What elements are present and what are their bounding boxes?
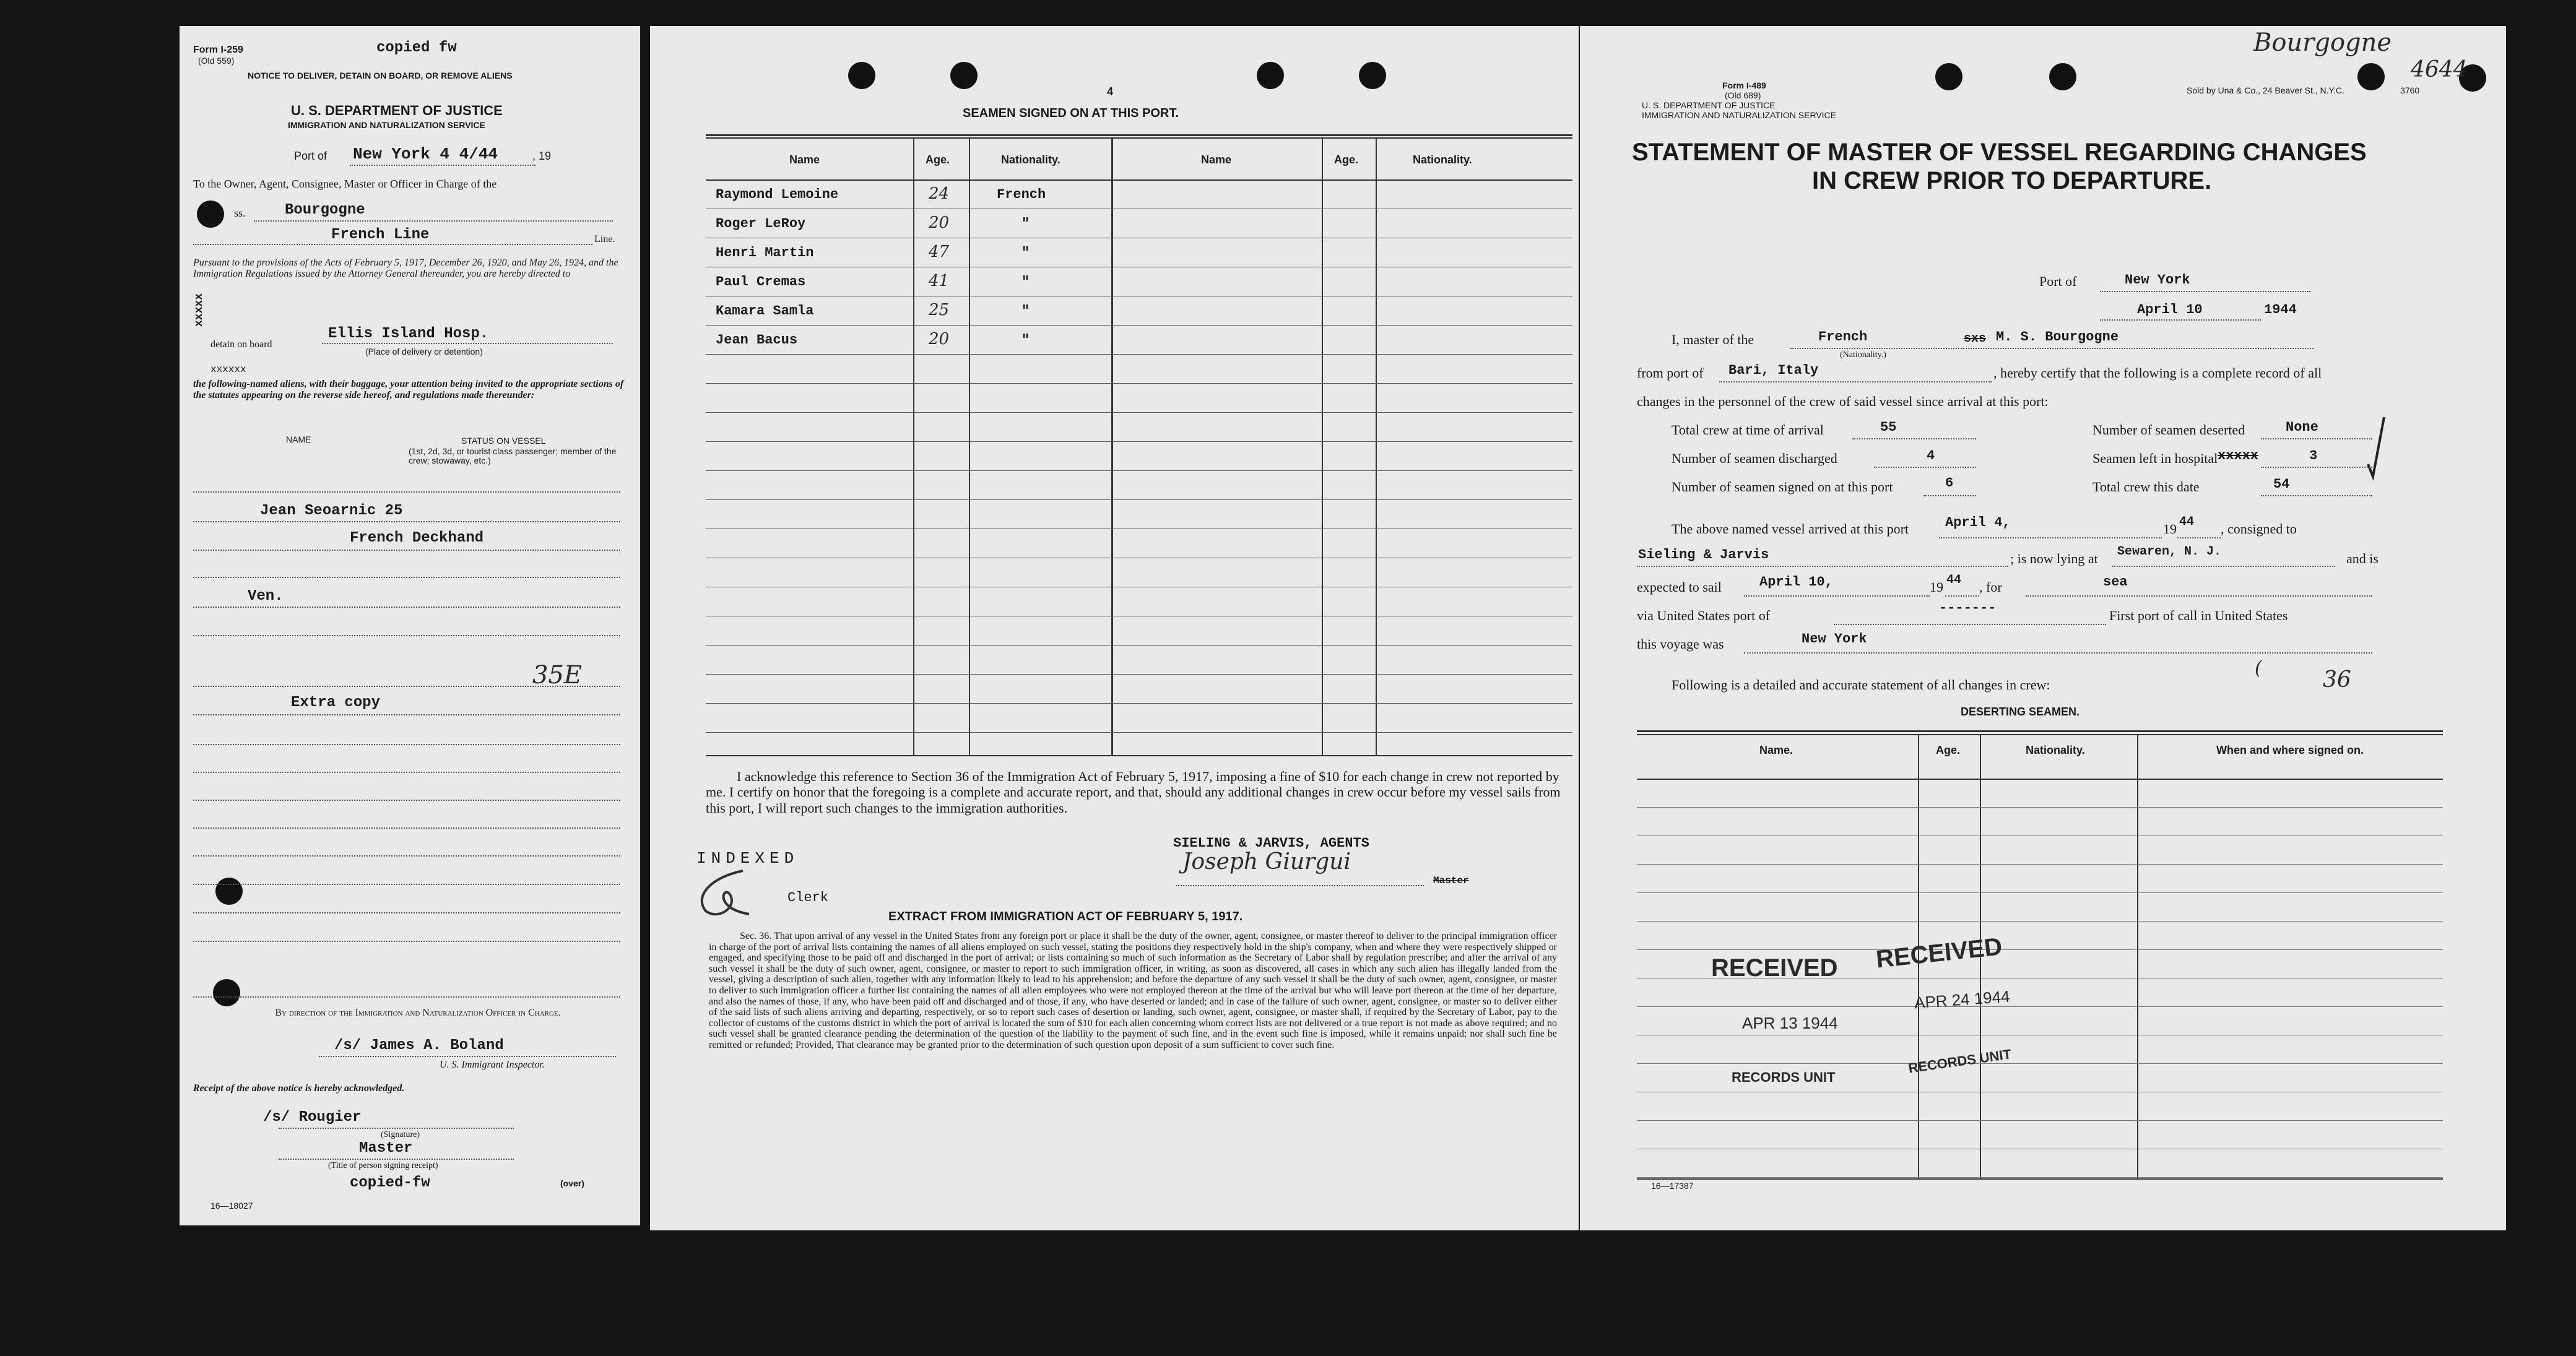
- arrived-year-value: 44: [2179, 515, 2195, 529]
- table-rule: [1637, 921, 2443, 922]
- deserted-label: Number of seamen deserted: [2092, 422, 2245, 438]
- col-name: Name.: [1759, 744, 1793, 756]
- agent-signature: Joseph Giurgui: [1182, 849, 1351, 874]
- seaman-name: Paul Cremas: [716, 274, 806, 290]
- service-title: IMMIGRATION AND NATURALIZATION SERVICE: [1642, 110, 1836, 120]
- service-title: IMMIGRATION AND NATURALIZATION SERVICE: [288, 120, 485, 130]
- consignee-value: Sieling & Jarvis: [1638, 547, 1769, 563]
- table-rule: [1637, 949, 2443, 950]
- date-stamp: APR 13 1944: [1742, 1014, 1838, 1032]
- old-form-number: (Old 559): [198, 56, 235, 66]
- certify-text-2: changes in the personnel of the crew of said vessel since arrival at this port:: [1637, 394, 2049, 409]
- table-rule: [706, 354, 1572, 355]
- by-direction-text: By direction of the Immigration and Naturalization Officer in Charge.: [275, 1008, 561, 1018]
- seaman-nationality: ": [1021, 245, 1030, 261]
- section-number: 36: [2323, 667, 2351, 693]
- following-text: the following-named aliens, with their baggage, your attention being invited to the appropriate sections of the statutes appearing on the reverse side hereof, and regulations made thereunder:: [193, 379, 624, 401]
- statement-title-line1: STATEMENT OF MASTER OF VESSEL REGARDING CHANGES: [1632, 139, 2367, 166]
- seaman-name: Raymond Lemoine: [716, 187, 839, 202]
- vessel-prefix-crossed: sxs: [1964, 332, 1987, 346]
- from-port-label: from port of: [1637, 365, 1704, 381]
- arrived-label: The above named vessel arrived at this port: [1672, 521, 1909, 537]
- total-date-label: Total crew this date: [2092, 479, 2200, 494]
- table-rule: [1637, 892, 2443, 893]
- lying-label: ; is now lying at: [2010, 551, 2098, 566]
- certify-text: , hereby certify that the following is a complete record of all: [1993, 365, 2322, 381]
- seaman-age: 41: [929, 272, 950, 290]
- place-label: (Place of delivery or detention): [365, 347, 483, 356]
- table-rule: [706, 412, 1572, 413]
- table-rule: [1637, 1120, 2443, 1121]
- extract-title: EXTRACT FROM IMMIGRATION ACT OF FEBRUARY 5, 1917.: [888, 910, 1243, 923]
- punch-hole: [2049, 63, 2076, 90]
- corner-handwriting-2: 4644: [2411, 57, 2468, 82]
- receipt-text: Receipt of the above notice is hereby acknowledged.: [193, 1083, 405, 1094]
- hospital-value: 3: [2309, 448, 2318, 464]
- col-name-2: Name: [1201, 153, 1232, 166]
- form-number: Form I-259: [193, 45, 243, 55]
- agents-line: SIELING & JARVIS, AGENTS: [1173, 836, 1369, 851]
- port-label: Port of: [2039, 274, 2077, 289]
- old-form-number: (Old 689): [1725, 90, 1761, 100]
- master-title: Master: [359, 1140, 413, 1157]
- line-name: French Line: [331, 227, 430, 243]
- inspector-title: U. S. Immigrant Inspector.: [440, 1060, 545, 1070]
- records-unit-stamp: RECORDS UNIT: [1732, 1069, 1836, 1085]
- punch-hole: [213, 979, 240, 1006]
- punch-hole: [1359, 62, 1386, 89]
- master-statement-page: [1580, 26, 2506, 1230]
- table-rule: [1637, 864, 2443, 865]
- table-rule: [706, 325, 1572, 326]
- seaman-nationality: ": [1021, 216, 1030, 231]
- seaman-name: Jean Bacus: [716, 332, 798, 348]
- entry-ven: Ven.: [248, 588, 284, 605]
- seaman-nationality: French: [997, 187, 1046, 202]
- to-owner-line: To the Owner, Agent, Consignee, Master or Officer in Charge of the: [193, 178, 497, 190]
- acknowledgement-text: I acknowledge this reference to Section 36 of the Immigration Act of February 5, 1917, imposing a fine of $10 for each change in crew not reported by me. I certify on honor that the foregoing is a complete and accurate report, and that, should any additional changes in crew occur before my vessel sails from this port, I will report such changes to the immigration authorities.: [706, 769, 1561, 816]
- seaman-age: 25: [929, 301, 950, 319]
- deserting-title: DESERTING SEAMEN.: [1961, 706, 2080, 718]
- nationality-value: French: [1818, 329, 1868, 345]
- name-header: NAME: [286, 434, 311, 444]
- master-signature: /s/ Rougier: [263, 1109, 362, 1126]
- form-code: 16—17387: [1651, 1181, 1694, 1191]
- form-number: Form I-489: [1722, 80, 1766, 90]
- tick-mark: (: [2255, 657, 2262, 679]
- over-note: (over): [560, 1178, 584, 1188]
- form-code: 16—18027: [210, 1201, 253, 1211]
- department-title: U. S. DEPARTMENT OF JUSTICE: [291, 103, 503, 118]
- via-value: -------: [1939, 600, 1997, 616]
- alien-name: Jean Seoarnic 25: [260, 503, 403, 519]
- ship-name: Bourgogne: [285, 202, 365, 218]
- page-number: 4: [1107, 85, 1114, 98]
- alien-status: French Deckhand: [350, 530, 484, 546]
- copied-note-top: copied fw: [376, 40, 457, 56]
- expected-label: expected to sail: [1637, 579, 1722, 595]
- ss-label: ss.: [234, 207, 246, 219]
- first-port-label: First port of call in United States: [2109, 608, 2288, 623]
- col-age: Age.: [1936, 744, 1961, 756]
- punch-hole: [1257, 62, 1284, 89]
- extra-copy-note: Extra copy: [291, 694, 381, 711]
- received-stamp: RECEIVED: [1711, 954, 1838, 982]
- seaman-name: Kamara Samla: [716, 303, 814, 319]
- statement-title-line2: IN CREW PRIOR TO DEPARTURE.: [1812, 167, 2212, 194]
- table-rule: [706, 645, 1572, 646]
- discharged-value: 4: [1927, 448, 1935, 464]
- expected-year-value: 44: [1946, 573, 1962, 587]
- printer-imprint: Sold by Una & Co., 24 Beaver St., N.Y.C.: [2187, 85, 2344, 95]
- extract-text: Sec. 36. That upon arrival of any vessel in the United States from any foreign port or place it shall be the duty of the owner, agent, consignee, or master thereof to deliver to the principal immigration officer in charge of the port of arrival lists containing the names of all aliens employed on such vessel, stating the positions they respectively hold in the ship's company, when and where they were respectively shipped or engaged, and specifying those to be paid off and discharged in the port of arrival; or lists containing so much of such information as the Secretary of Labor shall by regulation prescribe; and after the arrival of any such vessel it shall be the duty of such owner, agent, consignee, or master to report to such immigration officer, in writing, as soon as discovered, all cases in which any such alien has illegally landed from the vessel, giving a description of such alien, together with any information likely to lead to his apprehension; and before the departure of any such vessel it shall be the duty of such owner, agent, consignee, or master to deliver to such immigration officer a further list containing the names of all alien employees who were not employed thereon at the time of the arrival but who will leave port thereon at the time of her departure, and also the names of those, if any, who have been paid off and discharged and of those, if any, who have deserted or landed; and in case of the failure of such owner, agent, consignee, or master so to deliver either of the said lists of such aliens arriving and departing, respectively, or so to report such cases of desertion or landing, such owner, agent, consignee, or master shall, if required by the Secretary of Labor, pay to the collector of customs of the customs district in which the port of arrival is located the sum of $10 for each alien concerning whom correct lists are not delivered or a true report is not made as above required; and no such vessel shall be granted clearance pending the determination of the question of the liability to the payment of such fine, and in the event such fine is imposed, while it remains unpaid; nor shall such fine be remitted or refunded; Provided, That clearance may be granted prior to the determination of such question upon deposit of a sum sufficient to cover such fine.: [709, 931, 1557, 1050]
- delivery-place: Ellis Island Hosp.: [328, 326, 489, 342]
- notice-heading: NOTICE TO DELIVER, DETAIN ON BOARD, OR REMOVE ALIENS: [248, 71, 513, 80]
- total-date-value: 54: [2273, 477, 2290, 492]
- date-year: 1944: [2264, 302, 2297, 317]
- seaman-age: 24: [929, 184, 950, 203]
- punch-hole: [215, 878, 243, 905]
- status-subheader: (1st, 2d, 3d, or tourist class passenger; member of the crew; stowaway, etc.): [409, 446, 617, 466]
- table-rule: [706, 703, 1572, 704]
- received-stamp: RECEIVED: [1875, 933, 2004, 974]
- col-age-1: Age.: [926, 153, 950, 166]
- vessel-value: M. S. Bourgogne: [1996, 329, 2119, 345]
- punch-hole: [848, 62, 875, 89]
- status-header: STATUS ON VESSEL: [461, 436, 546, 446]
- nationality-label: (Nationality.): [1840, 350, 1886, 360]
- seaman-age: 20: [929, 330, 950, 348]
- printer-code: 3760: [2400, 85, 2420, 95]
- seaman-nationality: ": [1021, 274, 1030, 290]
- col-age-2: Age.: [1334, 153, 1359, 166]
- deliver-crossed: xxxxx: [193, 293, 206, 327]
- and-is-label: and is: [2346, 551, 2379, 566]
- punch-hole: [2357, 63, 2385, 90]
- year-label: , 19: [532, 150, 552, 162]
- table-rule: [706, 674, 1572, 675]
- punch-hole: [1935, 63, 1962, 90]
- for-label: , for: [1979, 579, 2002, 595]
- signed-on-title: SEAMEN SIGNED ON AT THIS PORT.: [963, 106, 1179, 120]
- seaman-name: Roger LeRoy: [716, 216, 806, 231]
- notice-page: [180, 26, 640, 1225]
- col-name-1: Name: [789, 153, 820, 166]
- detain-label: detain on board: [210, 339, 272, 350]
- clerk-initial-mark: [687, 865, 761, 920]
- corner-handwriting: Bourgogne: [2253, 28, 2392, 57]
- inspector-signature: /s/ James A. Boland: [334, 1037, 504, 1054]
- following-text: Following is a detailed and accurate statement of all changes in crew:: [1672, 677, 2050, 693]
- table-rule: [1637, 1177, 2443, 1178]
- department-title: U. S. DEPARTMENT OF JUSTICE: [1642, 100, 1776, 110]
- col-nationality-1: Nationality.: [1001, 153, 1060, 166]
- expected-value: April 10,: [1759, 574, 1833, 590]
- punch-hole: [197, 201, 224, 228]
- pursuant-text: Pursuant to the provisions of the Acts of February 5, 1917, December 26, 1920, and May 26, 1924, and the Immigration Regulations issued by the Attorney General thereunder, you are hereby directed to: [193, 257, 618, 280]
- master-crossed: Master: [1433, 875, 1469, 886]
- table-rule: [706, 499, 1572, 500]
- col-when-where: When and where signed on.: [2216, 744, 2364, 756]
- arrived-year-label: 19: [2163, 521, 2177, 537]
- col-nationality: Nationality.: [2026, 744, 2085, 756]
- discharged-label: Number of seamen discharged: [1672, 451, 1837, 466]
- remove-crossed: xxxxxx: [210, 364, 246, 375]
- voyage-value: New York: [1802, 631, 1867, 647]
- port-value: New York 4 4/44: [353, 145, 498, 163]
- records-unit-stamp: RECORDS UNIT: [1907, 1046, 2013, 1076]
- port-label: Port of: [294, 150, 327, 162]
- date-stamp: APR 24 1944: [1914, 987, 2011, 1013]
- seaman-age: 20: [929, 214, 950, 232]
- col-nationality-2: Nationality.: [1413, 153, 1472, 166]
- for-value: sea: [2103, 574, 2128, 590]
- table-rule: [1637, 1006, 2443, 1007]
- copied-note-bottom: copied-fw: [350, 1175, 430, 1191]
- handwritten-code: 35E: [532, 661, 583, 689]
- lying-value: Sewaren, N. J.: [2117, 545, 2222, 559]
- table-rule: [706, 470, 1572, 471]
- seaman-nationality: ": [1021, 303, 1030, 319]
- port-value: New York: [2125, 272, 2190, 288]
- line-label: Line.: [594, 234, 615, 244]
- title-label: (Title of person signing receipt): [328, 1161, 438, 1170]
- date-value: April 10: [2137, 302, 2203, 317]
- master-of-label: I, master of the: [1672, 332, 1754, 347]
- deserted-value: None: [2286, 420, 2318, 435]
- total-arrival-label: Total crew at time of arrival: [1672, 422, 1824, 438]
- check-mark: [2363, 415, 2388, 483]
- signed-on-value: 6: [1945, 475, 1954, 491]
- via-label: via United States port of: [1637, 608, 1771, 623]
- hospital-crossed-out: xxxxx: [2218, 448, 2259, 464]
- seaman-name: Henri Martin: [716, 245, 814, 261]
- seaman-nationality: ": [1021, 332, 1030, 348]
- signed-on-page: [650, 26, 1579, 1230]
- table-rule: [1637, 807, 2443, 808]
- total-arrival-value: 55: [1880, 420, 1897, 435]
- clerk-label: Clerk: [787, 890, 829, 905]
- consigned-label: , consigned to: [2221, 521, 2297, 537]
- hospital-label: Seamen left in hospital: [2092, 451, 2218, 466]
- arrived-value: April 4,: [1945, 515, 2011, 530]
- table-rule: [706, 441, 1572, 442]
- signature-label: (Signature): [381, 1130, 420, 1139]
- indexed-stamp: INDEXED: [696, 849, 799, 868]
- punch-hole: [950, 62, 978, 89]
- from-port-value: Bari, Italy: [1728, 363, 1819, 378]
- expected-year-label: 19: [1930, 579, 1943, 595]
- table-rule: [706, 732, 1572, 733]
- table-rule: [1637, 1063, 2443, 1064]
- signed-on-label: Number of seamen signed on at this port: [1672, 479, 1893, 494]
- table-rule: [706, 383, 1572, 384]
- voyage-label: this voyage was: [1637, 636, 1724, 652]
- seaman-age: 47: [929, 243, 950, 261]
